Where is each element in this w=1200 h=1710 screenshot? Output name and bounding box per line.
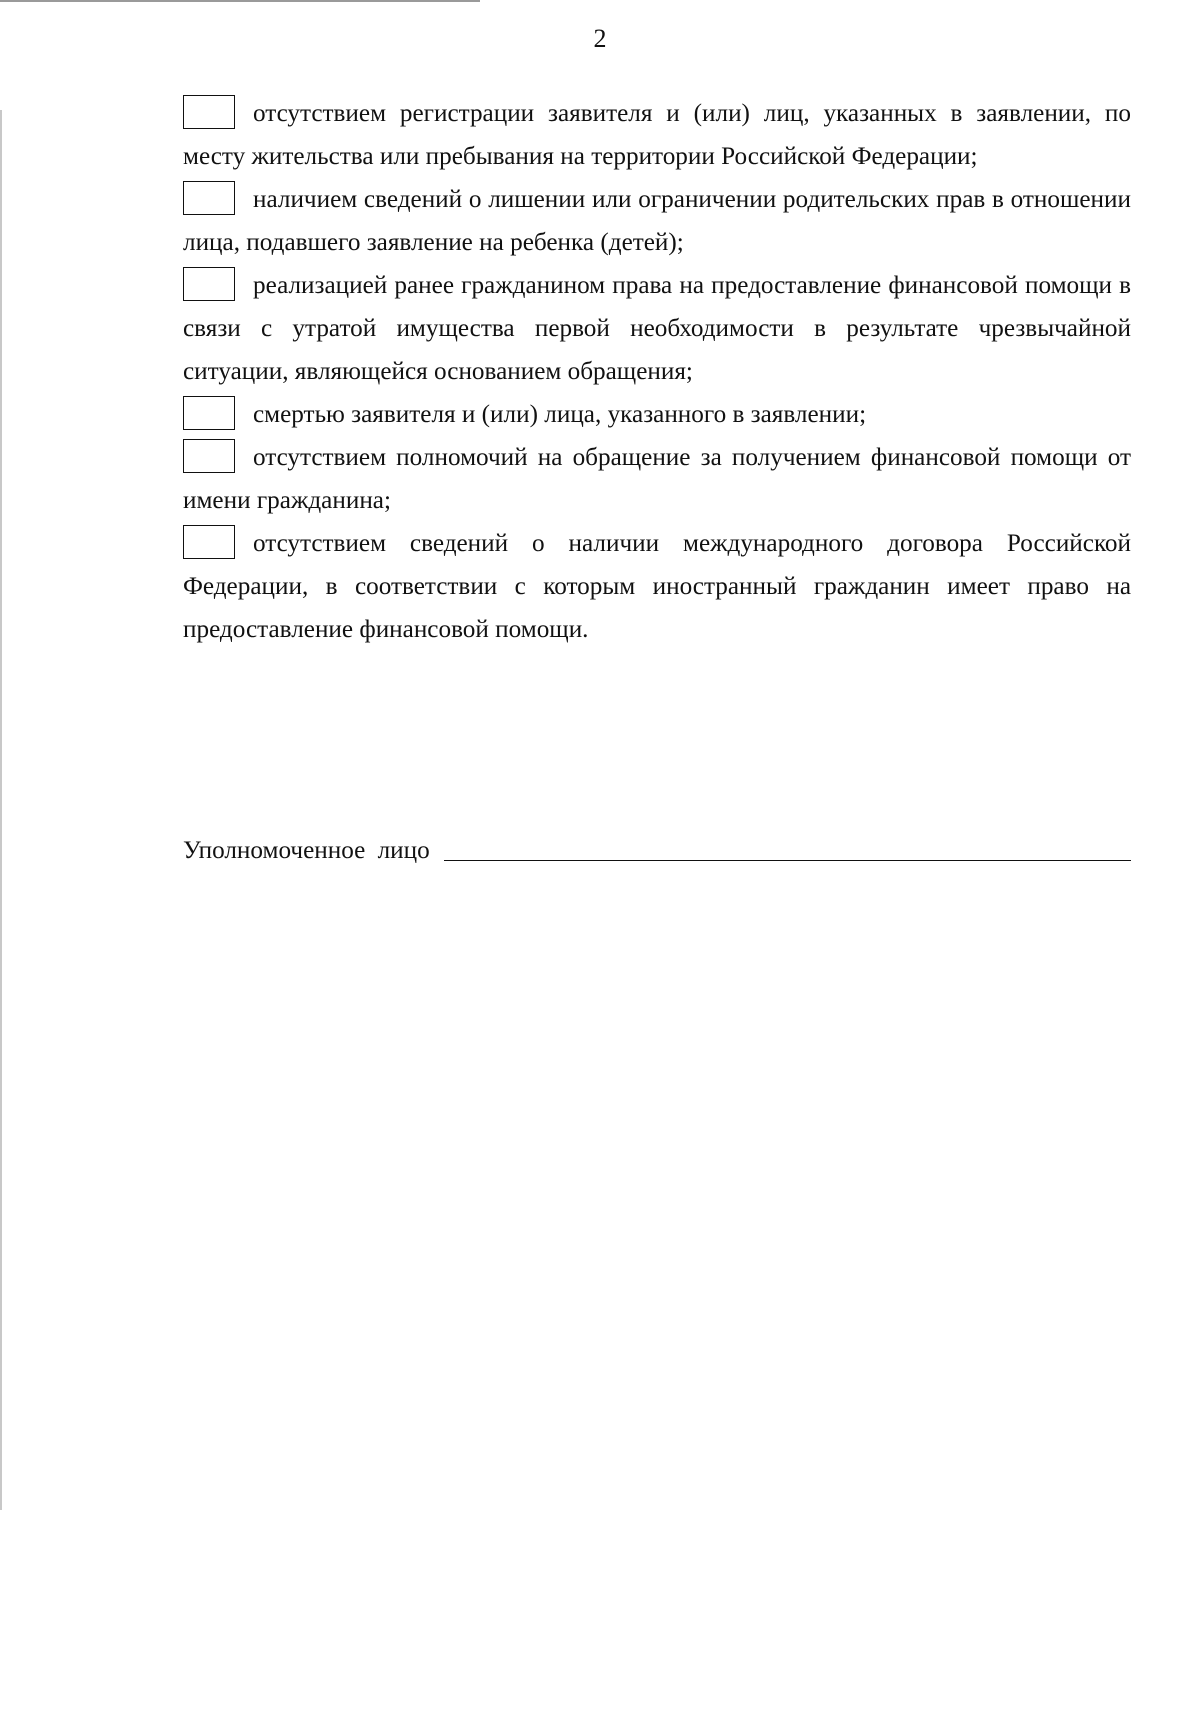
checkbox[interactable]: [183, 95, 235, 129]
signature-label: Уполномоченное лицо: [183, 837, 430, 864]
page-number: 2: [593, 24, 607, 53]
checkbox[interactable]: [183, 181, 235, 215]
item-text: реализацией ранее гражданином права на предоставление финансовой помощи в связи с утратой имущества первой необходимости в результате чрезвычайной ситуации, являющейся основанием обращения;: [183, 272, 1131, 385]
list-item: [183, 92, 1131, 178]
item-text: смертью заявителя и (или) лица, указанного в заявлении;: [253, 401, 867, 428]
item-text: отсутствием регистрации заявителя и (или) лиц, указанных в заявлении, по месту жительства или пребывания на территории Российской Федерации;: [183, 100, 1131, 170]
signature-block: [183, 825, 1131, 865]
checkbox[interactable]: [183, 267, 235, 301]
checkbox[interactable]: [183, 396, 235, 430]
item-text: отсутствием полномочий на обращение за получением финансовой помощи от имени гражданина;: [183, 444, 1131, 514]
list-item: [183, 178, 1131, 264]
list-item: [183, 436, 1131, 522]
item-text: отсутствием сведений о наличии международного договора Российской Федерации, в соответствии с которым иностранный гражданин имеет право на предоставление финансовой помощи.: [183, 530, 1131, 643]
scan-left-edge: [0, 110, 2, 1510]
list-item: [183, 522, 1131, 651]
checkbox[interactable]: [183, 525, 235, 559]
reasons-list: [183, 92, 1131, 651]
signature-line[interactable]: [444, 830, 1131, 861]
list-item: [183, 264, 1131, 393]
list-item: [183, 393, 1131, 436]
scan-top-edge: [0, 0, 480, 2]
checkbox[interactable]: [183, 439, 235, 473]
item-text: наличием сведений о лишении или ограничении родительских прав в отношении лица, подавшего заявление на ребенка (детей);: [183, 186, 1131, 256]
